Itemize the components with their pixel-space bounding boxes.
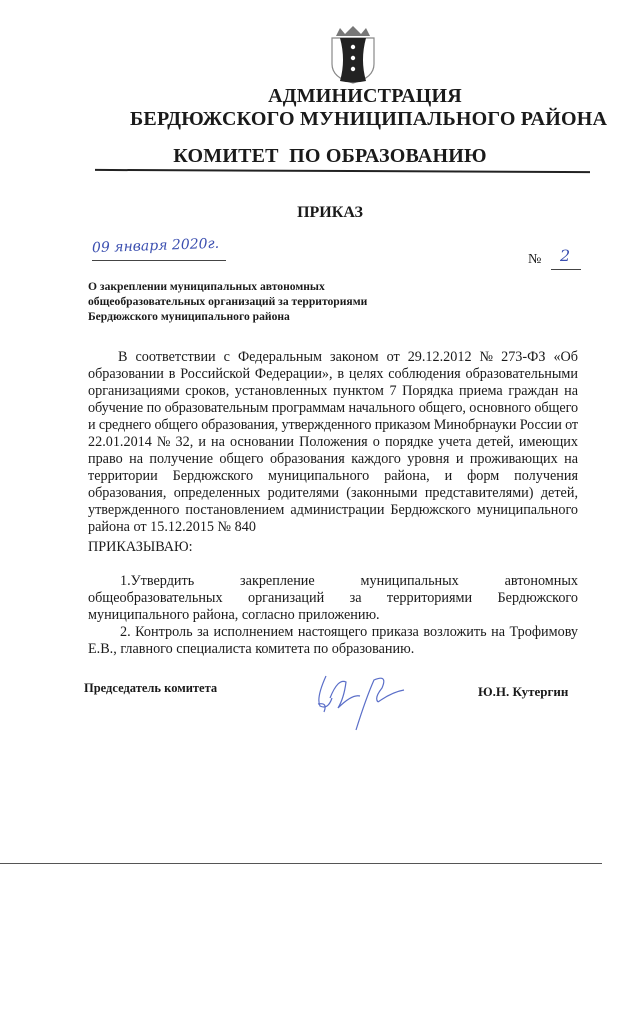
body-line: В соответствии с Федеральным законом от 29.12.2012 № 273-ФЗ «Об <box>118 349 578 365</box>
handwritten-signature <box>308 668 408 738</box>
number-handwritten: 2 <box>560 246 571 265</box>
body-line: 22.01.2014 № 32, и на основании Положения о порядке учета детей, имеющих <box>88 434 578 450</box>
signatory-position: Председатель комитета <box>84 681 218 695</box>
body-line: образования, определенных родителями (законными представителями) детей, <box>88 485 578 501</box>
body-line: района от 15.12.2015 № 840 <box>88 519 256 535</box>
date-handwritten: 09 января 2020г. <box>91 235 220 257</box>
body-line: обучение по образовательным программам начального общего, основного общего <box>88 400 578 416</box>
page-bottom-rule <box>0 863 602 864</box>
body-line: право на получение общего образования каждого уровня и проживающих на <box>88 451 578 467</box>
subject-line: Бердюжского муниципального района <box>88 310 290 323</box>
item-line: 2. Контроль за исполнением настоящего приказа возложить на Трофимову <box>120 624 578 640</box>
number-label: № <box>528 252 542 267</box>
date-underline <box>92 260 226 261</box>
signatory-name: Ю.Н. Кутергин <box>478 684 569 699</box>
body-line: утвержденного постановлением администрации Бердюжского муниципального <box>88 502 578 518</box>
header-administration: АДМИНИСТРАЦИЯ <box>268 85 462 107</box>
document-type: ПРИКАЗ <box>297 204 363 221</box>
body-line: и среднего общего образования, утвержденного приказом Минобрнауки России от <box>88 417 578 433</box>
item-line: 1.Утвердить закрепление муниципальных автономных <box>120 573 578 589</box>
item-line: Е.В., главного специалиста комитета по образованию. <box>88 641 415 657</box>
coat-of-arms-emblem <box>328 26 378 84</box>
header-committee: КОМИТЕТ ПО ОБРАЗОВАНИЮ <box>173 145 487 167</box>
header-district: БЕРДЮЖСКОГО МУНИЦИПАЛЬНОГО РАЙОНА <box>130 108 608 130</box>
item-line: муниципального района, согласно приложению. <box>88 607 380 623</box>
number-underline <box>551 269 581 270</box>
body-line: образовании в Российской Федерации», в целях соблюдения образовательными <box>88 366 578 382</box>
body-line: территории Бердюжского муниципального района, и форм получения <box>88 468 578 484</box>
body-line: организациями сроков, установленных пунктом 7 Порядка приема граждан на <box>88 383 578 399</box>
subject-line: общеобразовательных организаций за территориями <box>88 295 368 308</box>
order-word: ПРИКАЗЫВАЮ: <box>88 539 193 555</box>
subject-line: О закреплении муниципальных автономных <box>88 280 325 293</box>
item-line: общеобразовательных организаций за территориями Бердюжского <box>88 590 578 606</box>
header-divider <box>95 169 590 173</box>
